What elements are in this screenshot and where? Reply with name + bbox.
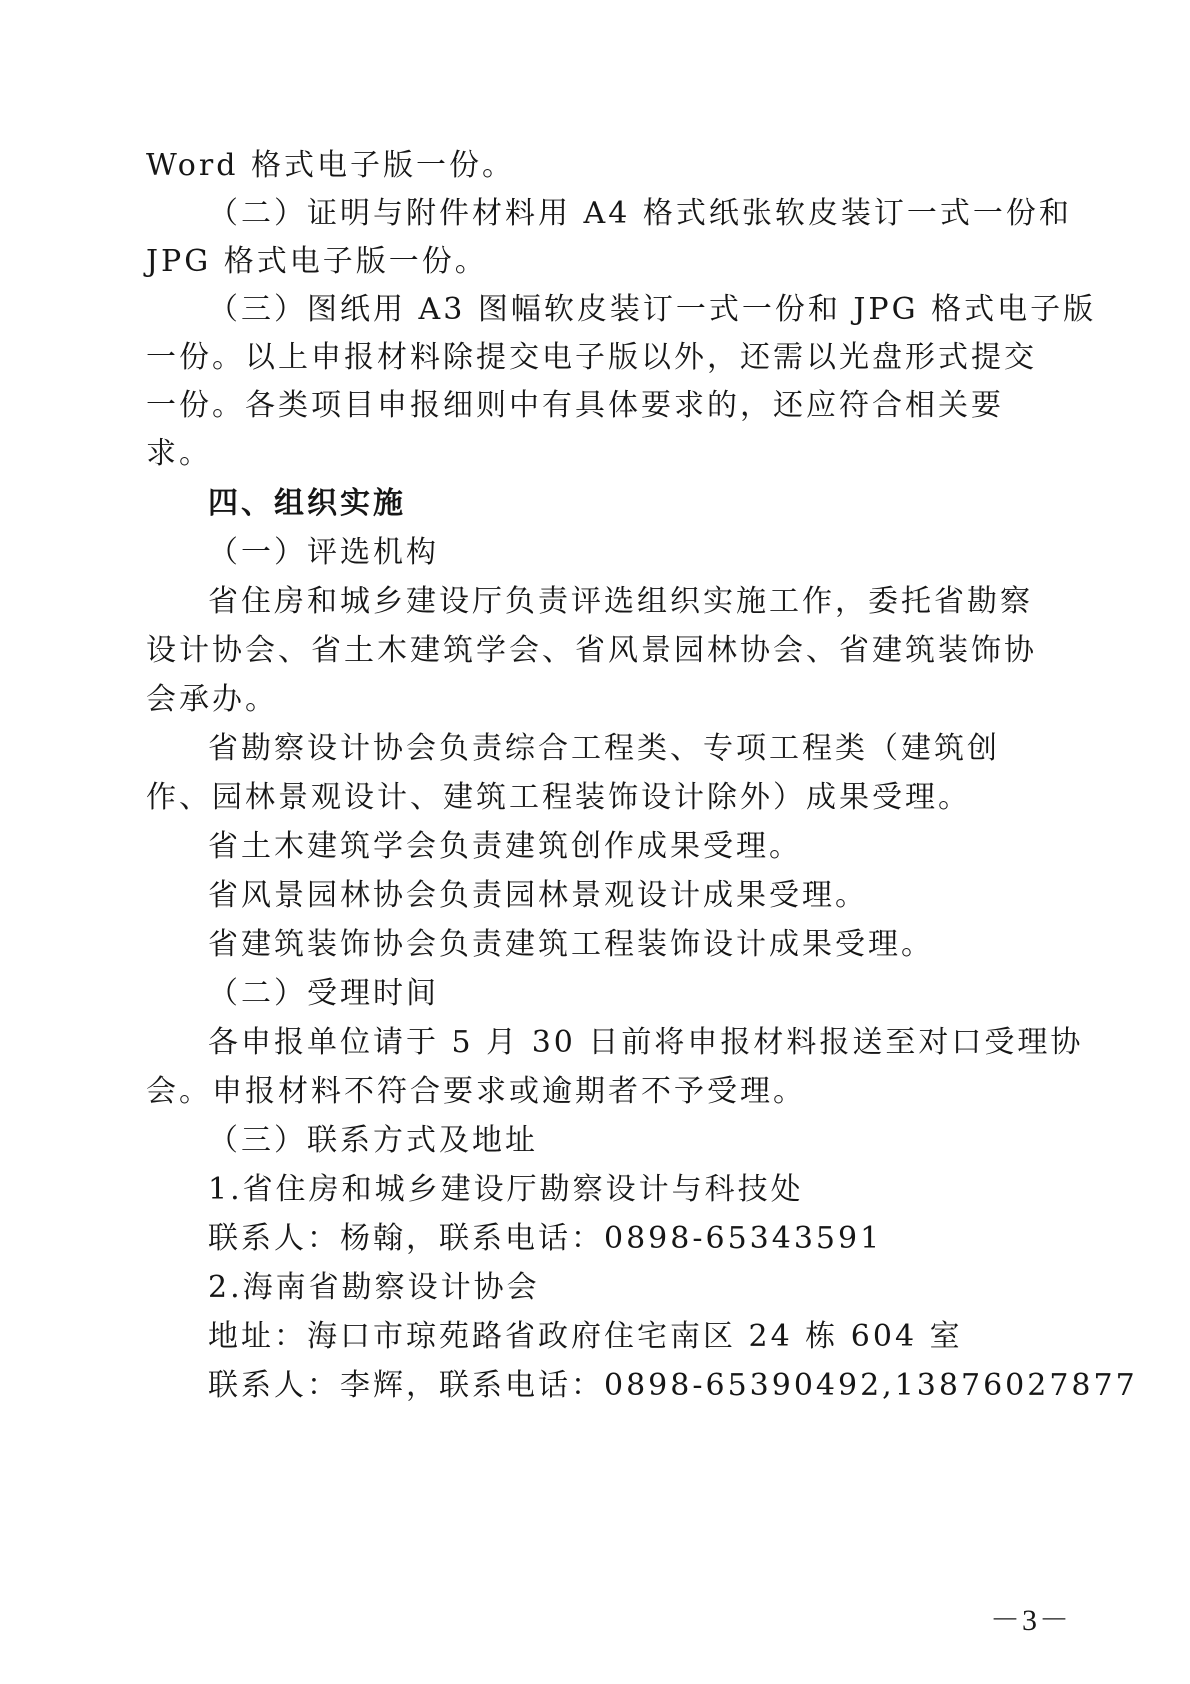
text-line-16: 省风景园林协会负责园林景观设计成果受理。 bbox=[208, 878, 868, 913]
text-line-2: （二）证明与附件材料用 A4 格式纸张软皮装订一式一份和 bbox=[208, 196, 1072, 231]
text-line-13: 省勘察设计协会负责综合工程类、专项工程类（建筑创 bbox=[208, 731, 1000, 766]
text-line-19: 各申报单位请于 5 月 30 日前将申报材料报送至对口受理协 bbox=[208, 1025, 1084, 1060]
text-line-7: 求。 bbox=[146, 436, 212, 471]
text-line-5: 一份。以上申报材料除提交电子版以外，还需以光盘形式提交 bbox=[146, 340, 1037, 375]
text-line-3: JPG 格式电子版一份。 bbox=[146, 244, 488, 279]
text-line-11: 设计协会、省土木建筑学会、省风景园林协会、省建筑装饰协 bbox=[146, 633, 1037, 668]
text-line-1: Word 格式电子版一份。 bbox=[146, 148, 515, 183]
text-line-6: 一份。各类项目申报细则中有具体要求的，还应符合相关要 bbox=[146, 388, 1004, 423]
subheading-2: （二）受理时间 bbox=[208, 976, 439, 1011]
contact-address-2: 地址：海口市琼苑路省政府住宅南区 24 栋 604 室 bbox=[208, 1319, 963, 1354]
section-heading: 四、组织实施 bbox=[208, 486, 406, 521]
text-line-14: 作、园林景观设计、建筑工程装饰设计除外）成果受理。 bbox=[146, 780, 971, 815]
text-line-20: 会。申报材料不符合要求或逾期者不予受理。 bbox=[146, 1074, 806, 1109]
text-line-12: 会承办。 bbox=[146, 682, 278, 717]
contact-org-1: 1.省住房和城乡建设厅勘察设计与科技处 bbox=[208, 1172, 804, 1207]
subheading-1: （一）评选机构 bbox=[208, 535, 439, 570]
page-number: －3－ bbox=[990, 1604, 1071, 1637]
text-line-15: 省土木建筑学会负责建筑创作成果受理。 bbox=[208, 829, 802, 864]
contact-person-2: 联系人：李辉，联系电话：0898-65390492,13876027877 bbox=[208, 1368, 1138, 1403]
text-line-17: 省建筑装饰协会负责建筑工程装饰设计成果受理。 bbox=[208, 927, 934, 962]
contact-org-2: 2.海南省勘察设计协会 bbox=[208, 1270, 540, 1305]
contact-person-1: 联系人：杨翰，联系电话：0898-65343591 bbox=[208, 1221, 883, 1256]
text-line-4: （三）图纸用 A3 图幅软皮装订一式一份和 JPG 格式电子版 bbox=[208, 292, 1097, 327]
text-line-10: 省住房和城乡建设厅负责评选组织实施工作，委托省勘察 bbox=[208, 584, 1033, 619]
subheading-3: （三）联系方式及地址 bbox=[208, 1123, 538, 1158]
